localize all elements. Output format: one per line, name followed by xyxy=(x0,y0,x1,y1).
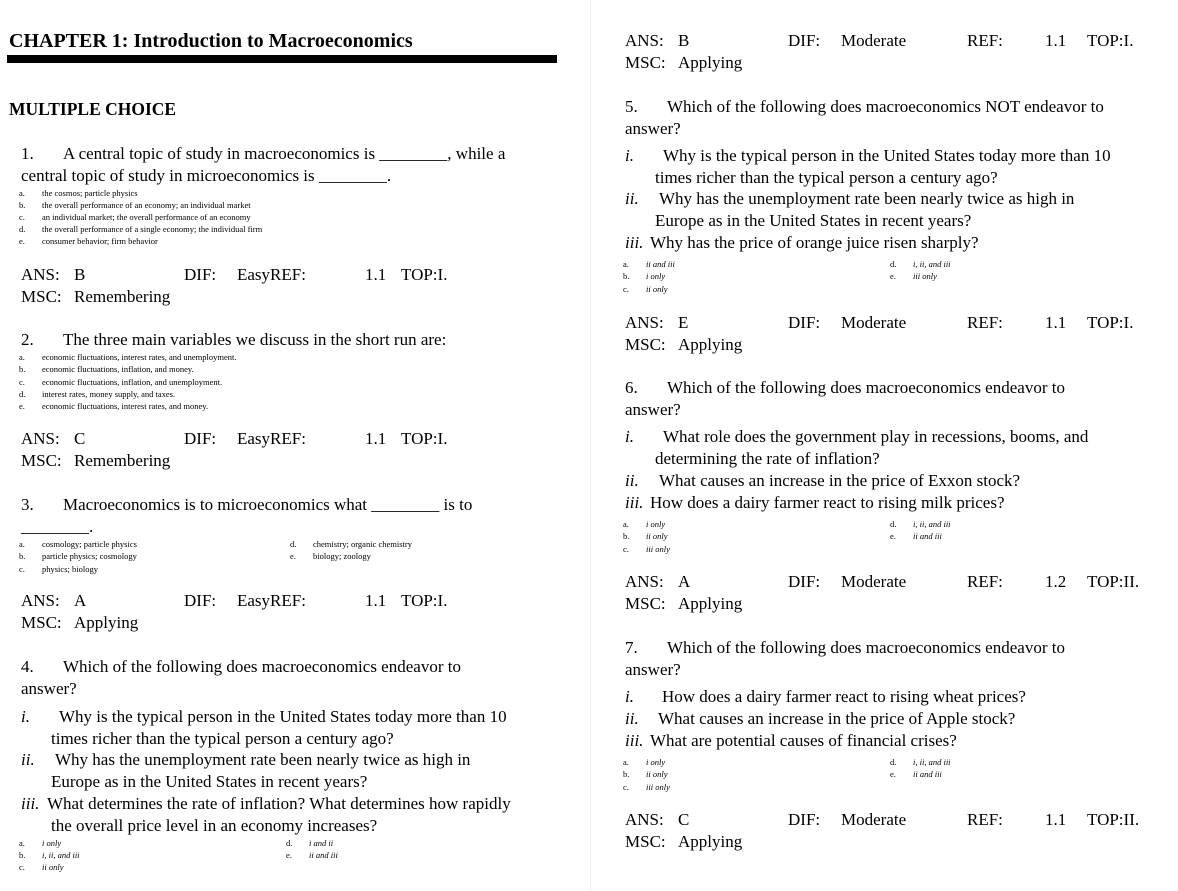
question-stem-line1: The three main variables we discuss in the short run are: xyxy=(63,330,447,349)
roman-i: i. xyxy=(625,427,634,446)
dif-value: Moderate xyxy=(841,313,907,332)
option-a: a. i only xyxy=(19,838,62,848)
option-c: c. iii only xyxy=(623,782,670,792)
item-iii-line1: What determines the rate of inflation? What determines how rapidly xyxy=(47,794,511,813)
question-number: 4. xyxy=(21,657,34,676)
option-a: a. i only xyxy=(623,519,666,529)
roman-ii: ii. xyxy=(625,471,639,490)
dif-label: DIF: xyxy=(184,591,217,610)
msc-value: Remembering xyxy=(74,287,171,306)
option-d: d. i, ii, and iii xyxy=(890,259,951,269)
item-ii-line1: Why has the unemployment rate been nearly twice as high in xyxy=(55,750,471,769)
top-value: TOP:I. xyxy=(401,591,448,610)
msc-label: MSC: xyxy=(625,53,666,72)
roman-ii: ii. xyxy=(625,189,639,208)
section-heading: MULTIPLE CHOICE xyxy=(9,99,177,119)
item-i-line1: How does a dairy farmer react to rising wheat prices? xyxy=(662,687,1026,706)
option-b: b. ii only xyxy=(623,531,668,541)
ans-value: B xyxy=(74,265,86,284)
msc-label: MSC: xyxy=(21,613,62,632)
dif-value: Moderate xyxy=(841,810,907,829)
option-e: e. economic fluctuations, interest rates, and money. xyxy=(19,401,209,411)
item-ii-line2: Europe as in the United States in recent years? xyxy=(51,772,368,791)
ref-value: 1.1 xyxy=(1045,810,1067,829)
ans-label: ANS: xyxy=(625,572,664,591)
roman-iii: iii. xyxy=(625,493,644,512)
ans-value: C xyxy=(678,810,690,829)
ref-label: REF: xyxy=(967,31,1003,50)
option-c: c. ii only xyxy=(19,862,64,872)
msc-value: Applying xyxy=(678,335,743,354)
top-value: TOP:I. xyxy=(401,429,448,448)
option-e: e. ii and iii xyxy=(890,769,942,779)
dif-label: DIF: xyxy=(184,265,217,284)
dif-label: DIF: xyxy=(184,429,217,448)
option-d: d. interest rates, money supply, and taxes. xyxy=(19,389,176,399)
option-c: c. an individual market; the overall performance of an economy xyxy=(19,212,251,222)
title-rule xyxy=(7,55,557,63)
question-number: 1. xyxy=(21,144,34,163)
msc-label: MSC: xyxy=(625,594,666,613)
question-number: 2. xyxy=(21,330,34,349)
question-stem-line1: Which of the following does macroeconomics endeavor to xyxy=(63,657,461,676)
question-stem-line1: Which of the following does macroeconomics NOT endeavor to xyxy=(667,97,1104,116)
item-ii-line2: Europe as in the United States in recent years? xyxy=(655,211,972,230)
option-e: e. ii and iii xyxy=(286,850,338,860)
ans-label: ANS: xyxy=(625,31,664,50)
option-c: c. ii only xyxy=(623,284,668,294)
option-d: d. i, ii, and iii xyxy=(890,757,951,767)
roman-iii: iii. xyxy=(21,794,40,813)
ref-label: REF: xyxy=(967,313,1003,332)
option-c: c. physics; biology xyxy=(19,564,98,574)
item-iii-line1: What are potential causes of financial crises? xyxy=(650,731,957,750)
item-ii-line1: Why has the unemployment rate been nearly twice as high in xyxy=(659,189,1075,208)
msc-value: Applying xyxy=(74,613,139,632)
right-column xyxy=(618,0,1178,891)
option-a: a. cosmology; particle physics xyxy=(19,539,137,549)
ref-value: 1.1 xyxy=(365,591,387,610)
roman-i: i. xyxy=(625,146,634,165)
ans-label: ANS: xyxy=(625,810,664,829)
ans-label: ANS: xyxy=(21,591,60,610)
dif-value: EasyREF: xyxy=(237,591,306,610)
item-i-line2: determining the rate of inflation? xyxy=(655,449,880,468)
question-number: 5. xyxy=(625,97,638,116)
question-stem-line2: answer? xyxy=(21,679,77,698)
item-iii-line1: How does a dairy farmer react to rising milk prices? xyxy=(650,493,1005,512)
option-b: b. i, ii, and iii xyxy=(19,850,80,860)
roman-iii: iii. xyxy=(625,233,644,252)
option-a: a. the cosmos; particle physics xyxy=(19,188,138,198)
question-stem-line1: A central topic of study in macroeconomics is ________, while a xyxy=(63,144,506,163)
item-ii-line1: What causes an increase in the price of Exxon stock? xyxy=(659,471,1021,490)
option-e: e. biology; zoology xyxy=(290,551,371,561)
question-stem-line2: answer? xyxy=(625,660,681,679)
ref-value: 1.1 xyxy=(365,265,387,284)
option-d: d. chemistry; organic chemistry xyxy=(290,539,412,549)
question-stem-line2: answer? xyxy=(625,119,681,138)
item-i-line2: times richer than the typical person a century ago? xyxy=(655,168,998,187)
msc-value: Applying xyxy=(678,53,743,72)
msc-label: MSC: xyxy=(21,451,62,470)
option-d: d. i, ii, and iii xyxy=(890,519,951,529)
option-e: e. iii only xyxy=(890,271,937,281)
item-ii-line1: What causes an increase in the price of Apple stock? xyxy=(658,709,1016,728)
question-stem-line2: central topic of study in microeconomics is ________. xyxy=(21,166,392,185)
question-number: 6. xyxy=(625,378,638,397)
dif-label: DIF: xyxy=(788,810,821,829)
ref-label: REF: xyxy=(967,810,1003,829)
msc-value: Applying xyxy=(678,832,743,851)
option-c: c. economic fluctuations, inflation, and unemployment. xyxy=(19,377,223,387)
question-number: 7. xyxy=(625,638,638,657)
ans-value: B xyxy=(678,31,690,50)
option-b: b. ii only xyxy=(623,769,668,779)
option-b: b. i only xyxy=(623,271,666,281)
dif-value: EasyREF: xyxy=(237,429,306,448)
roman-iii: iii. xyxy=(625,731,644,750)
roman-ii: ii. xyxy=(21,750,35,769)
msc-label: MSC: xyxy=(625,832,666,851)
option-b: b. particle physics; cosmology xyxy=(19,551,137,561)
msc-label: MSC: xyxy=(21,287,62,306)
question-stem-line2: ________. xyxy=(21,517,94,536)
item-iii-line2: the overall price level in an economy increases? xyxy=(51,816,378,835)
chapter-title: CHAPTER 1: Introduction to Macroeconomics xyxy=(9,30,413,52)
ref-label: REF: xyxy=(967,572,1003,591)
msc-label: MSC: xyxy=(625,335,666,354)
item-i-line1: Why is the typical person in the United States today more than 10 xyxy=(663,146,1111,165)
ref-value: 1.1 xyxy=(1045,31,1067,50)
msc-value: Applying xyxy=(678,594,743,613)
option-b: b. economic fluctuations, inflation, and money. xyxy=(19,364,194,374)
ans-value: A xyxy=(678,572,691,591)
option-a: a. i only xyxy=(623,757,666,767)
ref-value: 1.1 xyxy=(365,429,387,448)
item-i-line1: What role does the government play in recessions, booms, and xyxy=(663,427,1089,446)
ans-value: C xyxy=(74,429,86,448)
option-c: c. iii only xyxy=(623,544,670,554)
option-e: e. consumer behavior; firm behavior xyxy=(19,236,158,246)
dif-label: DIF: xyxy=(788,31,821,50)
item-iii-line1: Why has the price of orange juice risen sharply? xyxy=(650,233,979,252)
option-d: d. the overall performance of a single economy; the individual firm xyxy=(19,224,263,234)
roman-i: i. xyxy=(21,707,30,726)
top-value: TOP:I. xyxy=(1087,313,1134,332)
top-value: TOP:II. xyxy=(1087,572,1140,591)
ans-value: A xyxy=(74,591,87,610)
column-divider xyxy=(590,0,591,891)
ans-label: ANS: xyxy=(625,313,664,332)
option-e: e. ii and iii xyxy=(890,531,942,541)
roman-i: i. xyxy=(625,687,634,706)
option-b: b. the overall performance of an economy; an individual market xyxy=(19,200,251,210)
ans-label: ANS: xyxy=(21,429,60,448)
dif-label: DIF: xyxy=(788,572,821,591)
dif-value: Moderate xyxy=(841,572,907,591)
dif-value: EasyREF: xyxy=(237,265,306,284)
dif-label: DIF: xyxy=(788,313,821,332)
top-value: TOP:II. xyxy=(1087,810,1140,829)
question-stem-line1: Which of the following does macroeconomics endeavor to xyxy=(667,378,1065,397)
question-stem-line1: Macroeconomics is to microeconomics what ________ is to xyxy=(63,495,473,514)
ref-value: 1.2 xyxy=(1045,572,1067,591)
option-a: a. ii and iii xyxy=(623,259,675,269)
option-a: a. economic fluctuations, interest rates, and unemployment. xyxy=(19,352,237,362)
ans-label: ANS: xyxy=(21,265,60,284)
option-d: d. i and ii xyxy=(286,838,334,848)
item-i-line2: times richer than the typical person a century ago? xyxy=(51,729,394,748)
question-stem-line1: Which of the following does macroeconomics endeavor to xyxy=(667,638,1065,657)
ans-value: E xyxy=(678,313,689,332)
question-number: 3. xyxy=(21,495,34,514)
dif-value: Moderate xyxy=(841,31,907,50)
top-value: TOP:I. xyxy=(401,265,448,284)
question-stem-line2: answer? xyxy=(625,400,681,419)
roman-ii: ii. xyxy=(625,709,639,728)
top-value: TOP:I. xyxy=(1087,31,1134,50)
ref-value: 1.1 xyxy=(1045,313,1067,332)
item-i-line1: Why is the typical person in the United States today more than 10 xyxy=(59,707,507,726)
msc-value: Remembering xyxy=(74,451,171,470)
